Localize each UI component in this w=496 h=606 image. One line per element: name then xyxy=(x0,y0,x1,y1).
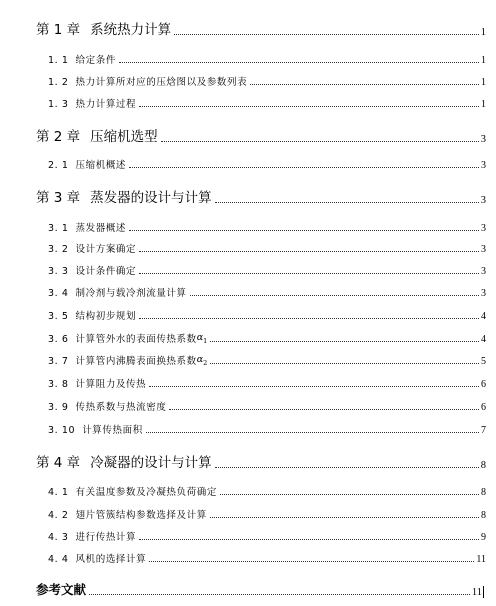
toc-chapter-entry[interactable] xyxy=(36,188,486,206)
toc-entry-title: 翅片管簇结构参数选择及计算 xyxy=(75,510,207,521)
toc-entry-number: 3. 6 xyxy=(48,334,69,345)
toc-page-number: 3 xyxy=(480,195,486,206)
toc-dot-leader xyxy=(139,318,479,319)
toc-page-number: 9 xyxy=(481,532,486,543)
toc-page-number: 11 xyxy=(476,554,486,565)
toc-dot-leader xyxy=(139,539,479,540)
toc-references-entry[interactable] xyxy=(36,580,484,598)
toc-section-entry[interactable] xyxy=(48,220,486,234)
toc-entry-title: 设计方案确定 xyxy=(75,244,137,255)
toc-section-entry[interactable] xyxy=(48,241,486,255)
toc-section-entry[interactable] xyxy=(48,331,486,345)
toc-entry-number: 4. 3 xyxy=(48,532,69,543)
math-alpha: α xyxy=(196,354,204,366)
toc-chapter-entry[interactable] xyxy=(36,453,486,471)
toc-page-number: 3 xyxy=(481,223,486,234)
toc-dot-leader xyxy=(190,295,479,296)
toc-section-entry[interactable] xyxy=(48,551,486,565)
math-subscript: 1 xyxy=(203,337,208,345)
toc-dot-leader xyxy=(119,62,479,63)
toc-page-number: 4 xyxy=(481,334,486,345)
toc-page-number: 3 xyxy=(480,134,486,145)
toc-dot-leader xyxy=(149,386,479,387)
toc-entry-number: 3. 10 xyxy=(48,425,76,436)
toc-section-entry[interactable] xyxy=(48,484,486,498)
toc-entry-number: 2. 1 xyxy=(48,160,69,171)
toc-entry-title: 有关温度参数及冷凝热负荷确定 xyxy=(75,487,217,498)
toc-dot-leader xyxy=(139,106,479,107)
toc-entry-title: 压缩机概述 xyxy=(75,160,127,171)
toc-entry-number: 3. 4 xyxy=(48,288,69,299)
toc-section-entry[interactable] xyxy=(48,353,486,367)
toc-entry-number: 4. 1 xyxy=(48,487,69,498)
toc-dot-leader xyxy=(129,230,479,231)
toc-entry-math-symbol xyxy=(197,354,208,367)
toc-entry-title: 热力计算过程 xyxy=(75,99,137,110)
toc-entry-math-symbol xyxy=(197,332,208,345)
toc-section-entry[interactable] xyxy=(48,529,486,543)
toc-dot-leader xyxy=(169,409,479,410)
toc-entry-title: 结构初步规划 xyxy=(75,311,137,322)
toc-entry-title: 计算阻力及传热 xyxy=(75,379,147,390)
toc-chapter-entry[interactable] xyxy=(36,127,486,145)
toc-section-entry[interactable] xyxy=(48,308,486,322)
toc-section-entry[interactable] xyxy=(48,74,486,88)
toc-dot-leader xyxy=(129,167,479,168)
toc-dot-leader xyxy=(215,202,479,203)
toc-entry-number: 1. 1 xyxy=(48,55,69,66)
toc-entry-number: 第 3 章 xyxy=(36,190,81,206)
toc-entry-number: 3. 7 xyxy=(48,356,69,367)
toc-section-entry[interactable] xyxy=(48,422,486,436)
toc-entry-number: 1. 2 xyxy=(48,77,69,88)
toc-entry-number: 3. 8 xyxy=(48,379,69,390)
toc-entry-title: 计算传热面积 xyxy=(82,425,143,436)
toc-dot-leader xyxy=(210,363,479,364)
toc-entry-number: 3. 9 xyxy=(48,402,69,413)
toc-page-number: 3 xyxy=(481,244,486,255)
toc-entry-title: 冷凝器的设计与计算 xyxy=(90,455,212,471)
math-subscript: 2 xyxy=(203,359,208,367)
math-alpha: α xyxy=(196,332,204,344)
toc-page-number: 1 xyxy=(480,27,486,38)
toc-entry-title: 蒸发器概述 xyxy=(75,223,127,234)
toc-page-number: 6 xyxy=(481,379,486,390)
toc-page-number: 3 xyxy=(481,266,486,277)
toc-entry-number: 第 2 章 xyxy=(36,129,81,145)
toc-page-number: 11 xyxy=(471,587,482,598)
toc-entry-title: 热力计算所对应的压焓图以及参数列表 xyxy=(75,77,248,88)
toc-page-number: 1 xyxy=(481,99,486,110)
toc-entry-title: 计算管内沸腾表面换热系数 xyxy=(75,356,197,367)
toc-section-entry[interactable] xyxy=(48,96,486,110)
toc-section-entry[interactable] xyxy=(48,263,486,277)
toc-entry-number: 4. 4 xyxy=(48,554,69,565)
toc-dot-leader xyxy=(215,467,479,468)
toc-entry-title: 制冷剂与载冷剂流量计算 xyxy=(75,288,187,299)
toc-dot-leader xyxy=(220,494,479,495)
toc-page-number: 5 xyxy=(481,356,486,367)
toc-dot-leader xyxy=(139,273,479,274)
toc-page-number: 7 xyxy=(481,425,486,436)
toc-page-number: 8 xyxy=(480,460,486,471)
toc-dot-leader xyxy=(250,84,479,85)
toc-dot-leader xyxy=(89,594,470,595)
toc-section-entry[interactable] xyxy=(48,376,486,390)
toc-dot-leader xyxy=(139,251,479,252)
toc-entry-title: 进行传热计算 xyxy=(75,532,137,543)
toc-page-number: 1 xyxy=(481,77,486,88)
toc-section-entry[interactable] xyxy=(48,507,486,521)
toc-entry-number: 3. 3 xyxy=(48,266,69,277)
toc-section-entry[interactable] xyxy=(48,157,486,171)
toc-page-number: 1 xyxy=(481,55,486,66)
toc-entry-number: 3. 2 xyxy=(48,244,69,255)
toc-dot-leader xyxy=(146,432,479,433)
toc-page-number: 8 xyxy=(481,510,486,521)
toc-dot-leader xyxy=(174,34,479,35)
toc-section-entry[interactable] xyxy=(48,399,486,413)
toc-entry-number: 3. 5 xyxy=(48,311,69,322)
toc-dot-leader xyxy=(210,341,479,342)
toc-chapter-entry[interactable] xyxy=(36,20,486,38)
toc-page-number: 3 xyxy=(481,160,486,171)
toc-entry-number: 第 1 章 xyxy=(36,22,81,38)
toc-page-number: 4 xyxy=(481,311,486,322)
text-cursor xyxy=(483,586,484,598)
toc-entry-title: 压缩机选型 xyxy=(90,129,158,145)
toc-entry-title: 给定条件 xyxy=(75,55,116,66)
toc-entry-title: 计算管外水的表面传热系数 xyxy=(75,334,197,345)
toc-entry-title: 系统热力计算 xyxy=(90,22,172,38)
toc-section-entry[interactable] xyxy=(48,52,486,66)
toc-entry-title: 参考文献 xyxy=(36,582,87,597)
toc-dot-leader xyxy=(210,517,479,518)
toc-page-number: 8 xyxy=(481,487,486,498)
toc-section-entry[interactable] xyxy=(48,285,486,299)
toc-entry-title: 设计条件确定 xyxy=(75,266,137,277)
toc-dot-leader xyxy=(149,561,474,562)
toc-page-number: 6 xyxy=(481,402,486,413)
toc-page-number: 3 xyxy=(481,288,486,299)
toc-entry-number: 第 4 章 xyxy=(36,455,81,471)
toc-dot-leader xyxy=(161,141,479,142)
toc-entry-number: 1. 3 xyxy=(48,99,69,110)
toc-entry-title: 风机的选择计算 xyxy=(75,554,147,565)
toc-entry-title: 传热系数与热流密度 xyxy=(75,402,167,413)
toc-entry-title: 蒸发器的设计与计算 xyxy=(90,190,212,206)
toc-entry-number: 3. 1 xyxy=(48,223,69,234)
toc-entry-number: 4. 2 xyxy=(48,510,69,521)
